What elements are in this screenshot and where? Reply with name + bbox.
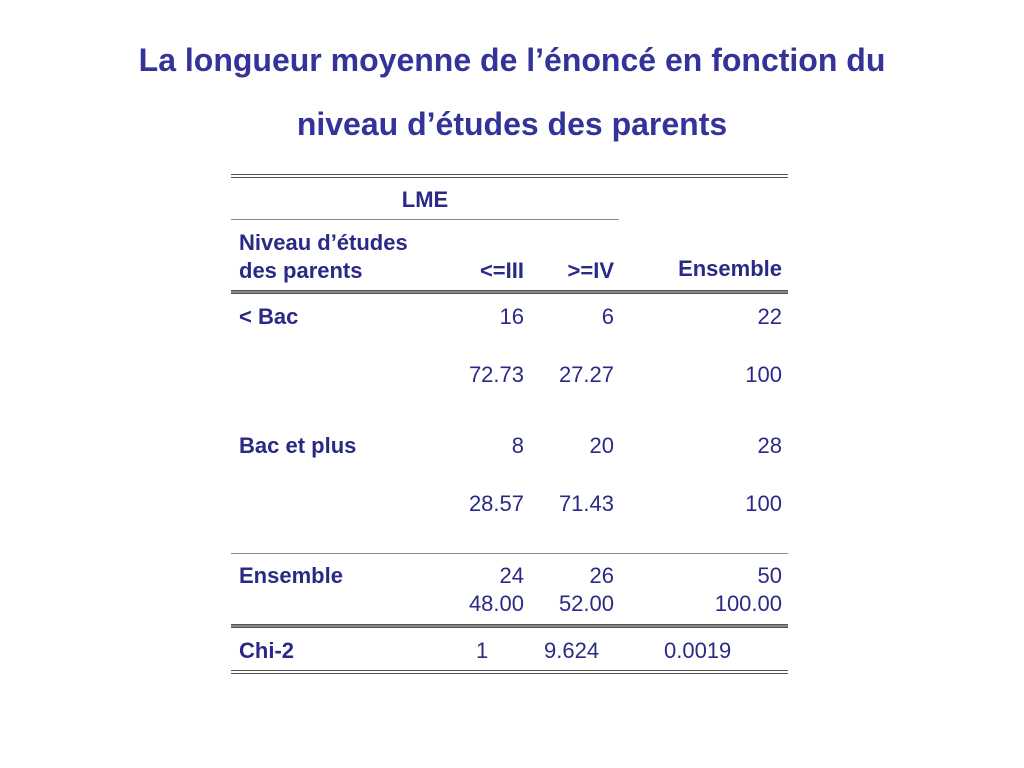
page-title-line-1: La longueur moyenne de l’énoncé en fonction du xyxy=(138,42,886,78)
table-bottom-rule xyxy=(231,670,788,674)
cell-count: 24 xyxy=(499,563,524,588)
cell-percent: 52.00 xyxy=(558,591,614,616)
total-top-rule xyxy=(231,553,788,554)
row-label-bac: < Bac xyxy=(239,304,299,329)
chi2-value: 9.624 xyxy=(544,638,600,663)
group-header-rule xyxy=(231,219,619,220)
column-header-ge-iv: >=IV xyxy=(567,258,614,283)
header-bottom-rule xyxy=(231,290,788,294)
cell-count: 8 xyxy=(511,433,524,458)
cell-percent-total: 100 xyxy=(745,362,782,387)
column-header-le-iii: <=III xyxy=(479,258,524,283)
cell-percent: 48.00 xyxy=(468,591,524,616)
cell-count-total: 22 xyxy=(757,304,782,329)
cell-count: 16 xyxy=(499,304,524,329)
cell-percent: 72.73 xyxy=(468,362,524,387)
table-top-rule xyxy=(231,174,788,178)
chi2-top-rule xyxy=(231,624,788,628)
row-label-bac-et-plus: Bac et plus xyxy=(239,433,357,458)
cell-percent: 71.43 xyxy=(558,491,614,516)
cell-percent-total: 100.00 xyxy=(714,591,782,616)
row-header-line-1: Niveau d’études xyxy=(239,230,408,255)
row-label-ensemble: Ensemble xyxy=(239,563,343,588)
cell-count: 20 xyxy=(589,433,614,458)
column-header-ensemble: Ensemble xyxy=(678,256,782,281)
row-label-chi2: Chi-2 xyxy=(239,638,294,663)
cell-count-total: 28 xyxy=(757,433,782,458)
group-header-lme: LME xyxy=(401,187,449,212)
cell-count-total: 50 xyxy=(757,563,782,588)
chi2-p-value: 0.0019 xyxy=(664,638,732,663)
row-header-line-2: des parents xyxy=(239,258,363,283)
cell-count: 6 xyxy=(601,304,614,329)
cell-percent-total: 100 xyxy=(745,491,782,516)
chi2-df: 1 xyxy=(476,638,489,663)
page-title-line-2: niveau d’études des parents xyxy=(296,106,728,142)
cell-count: 26 xyxy=(589,563,614,588)
cell-percent: 28.57 xyxy=(468,491,524,516)
cell-percent: 27.27 xyxy=(558,362,614,387)
